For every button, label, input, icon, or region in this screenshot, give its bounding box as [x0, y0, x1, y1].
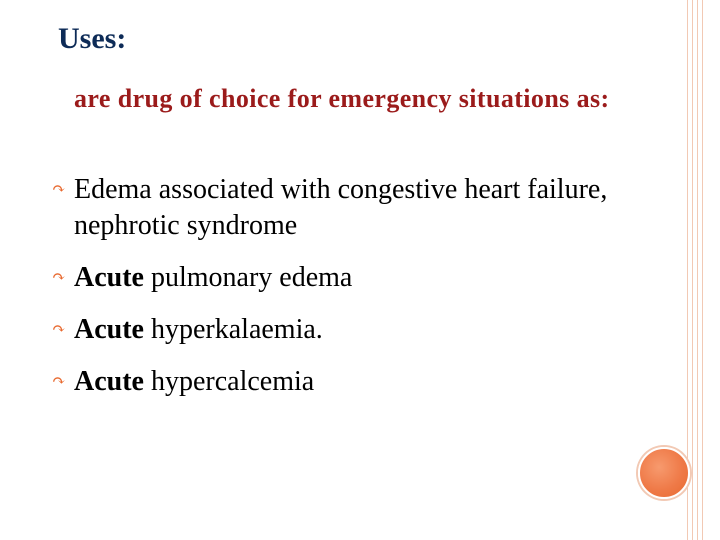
list-item — [52, 364, 652, 400]
frame-line — [702, 0, 703, 540]
bullet-icon: ↷ — [52, 373, 66, 390]
decorative-circle — [638, 447, 690, 499]
list-item — [52, 260, 652, 296]
item-lead: Acute — [74, 366, 144, 397]
bullet-icon: ↷ — [52, 321, 66, 338]
bullet-icon: ↷ — [52, 181, 66, 198]
item-text: Edema associated with congestive heart failure, nephrotic syndrome — [74, 174, 608, 241]
intro-text: are drug of choice for emergency situations as: — [74, 84, 610, 113]
item-lead: Acute — [74, 262, 144, 293]
slide-title: Uses: — [58, 22, 127, 55]
frame-line — [687, 0, 688, 540]
frame-line — [697, 0, 698, 540]
item-text: pulmonary edema — [143, 262, 353, 293]
list-item — [52, 172, 652, 244]
bullet-list — [52, 172, 652, 416]
frame-line — [692, 0, 693, 540]
item-text: hyperkalaemia. — [143, 314, 323, 345]
list-item — [52, 312, 652, 348]
item-lead: Acute — [74, 314, 144, 345]
item-text: hypercalcemia — [143, 366, 315, 397]
bullet-icon: ↷ — [52, 269, 66, 286]
